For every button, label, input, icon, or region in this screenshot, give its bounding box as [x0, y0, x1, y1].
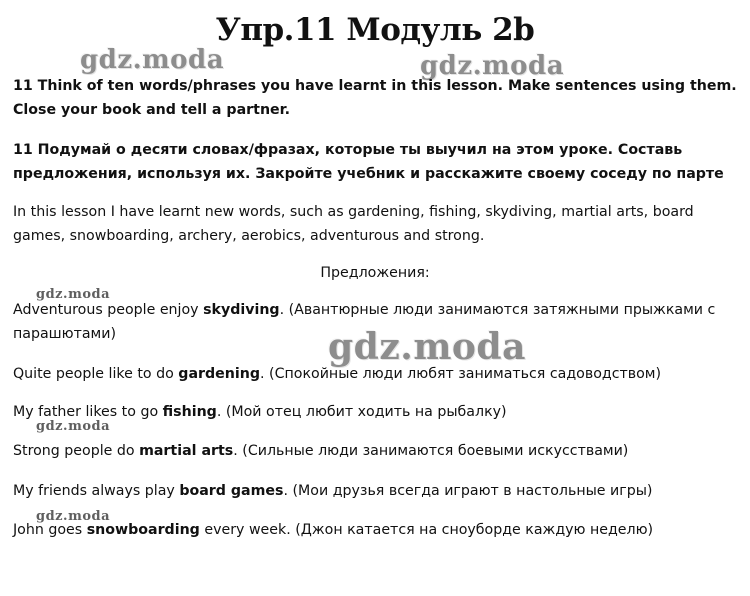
sentence-item	[13, 479, 741, 503]
watermark: gdz.moda	[36, 287, 111, 302]
watermark: gdz.moda	[328, 326, 526, 368]
sentence-text: My friends always play	[13, 483, 180, 499]
sentence-item	[13, 439, 741, 463]
sentence-keyword: gardening	[178, 366, 261, 382]
watermark: gdz.moda	[420, 51, 565, 81]
watermark: gdz.moda	[36, 509, 111, 524]
sentence-text: Adventurous people enjoy	[13, 302, 204, 318]
sentence-text: John goes	[13, 522, 87, 538]
sentence-translation: . (Мой отец любит ходить на рыбалку)	[216, 404, 507, 420]
sentence-text: Strong people do	[13, 443, 140, 459]
sentence-item	[13, 362, 741, 386]
sentence-keyword: martial arts	[139, 443, 234, 459]
sentence-text: Quite people like to do	[13, 366, 179, 382]
sentence-translation: . (Авантюрные люди занимаются затяжными прыжками с парашютами)	[13, 302, 716, 342]
intro-paragraph: In this lesson I have learnt new words, such as gardening, fishing, skydiving, martial arts, board games, snowboarding, archery, aerobics, adventurous and strong.	[13, 204, 694, 244]
sentence-item	[13, 518, 741, 542]
sentence-keyword: snowboarding	[86, 522, 200, 538]
watermark: gdz.moda	[80, 45, 225, 75]
sentence-translation: . (Мои друзья всегда играют в настольные игры)	[283, 483, 653, 499]
sentence-translation: . (Спокойные люди любят заниматься садоводством)	[260, 366, 662, 382]
watermark: gdz.moda	[36, 419, 111, 434]
page-title: Упр.11 Модуль 2b	[215, 12, 535, 48]
sentence-item	[13, 298, 741, 346]
sentence-item	[13, 400, 741, 424]
sentence-keyword: fishing	[162, 404, 217, 420]
task-russian: 11 Подумай о десяти словах/фразах, которые ты выучил на этом уроке. Составь предложения, используя их. Закройте учебник и расскажите своему соседу по парте	[13, 142, 724, 182]
sentence-keyword: skydiving	[203, 302, 280, 318]
sentence-keyword: board games	[179, 483, 284, 499]
sentence-translation: . (Сильные люди занимаются боевыми искусствами)	[233, 443, 629, 459]
task-english: 11 Think of ten words/phrases you have learnt in this lesson. Make sentences using them. Close your book and tell a partner.	[13, 78, 737, 118]
sentences-heading: Предложения:	[320, 265, 430, 281]
sentence-text: My father likes to go	[13, 404, 163, 420]
sentence-translation: every week. (Джон катается на сноуборде каждую неделю)	[199, 522, 654, 538]
